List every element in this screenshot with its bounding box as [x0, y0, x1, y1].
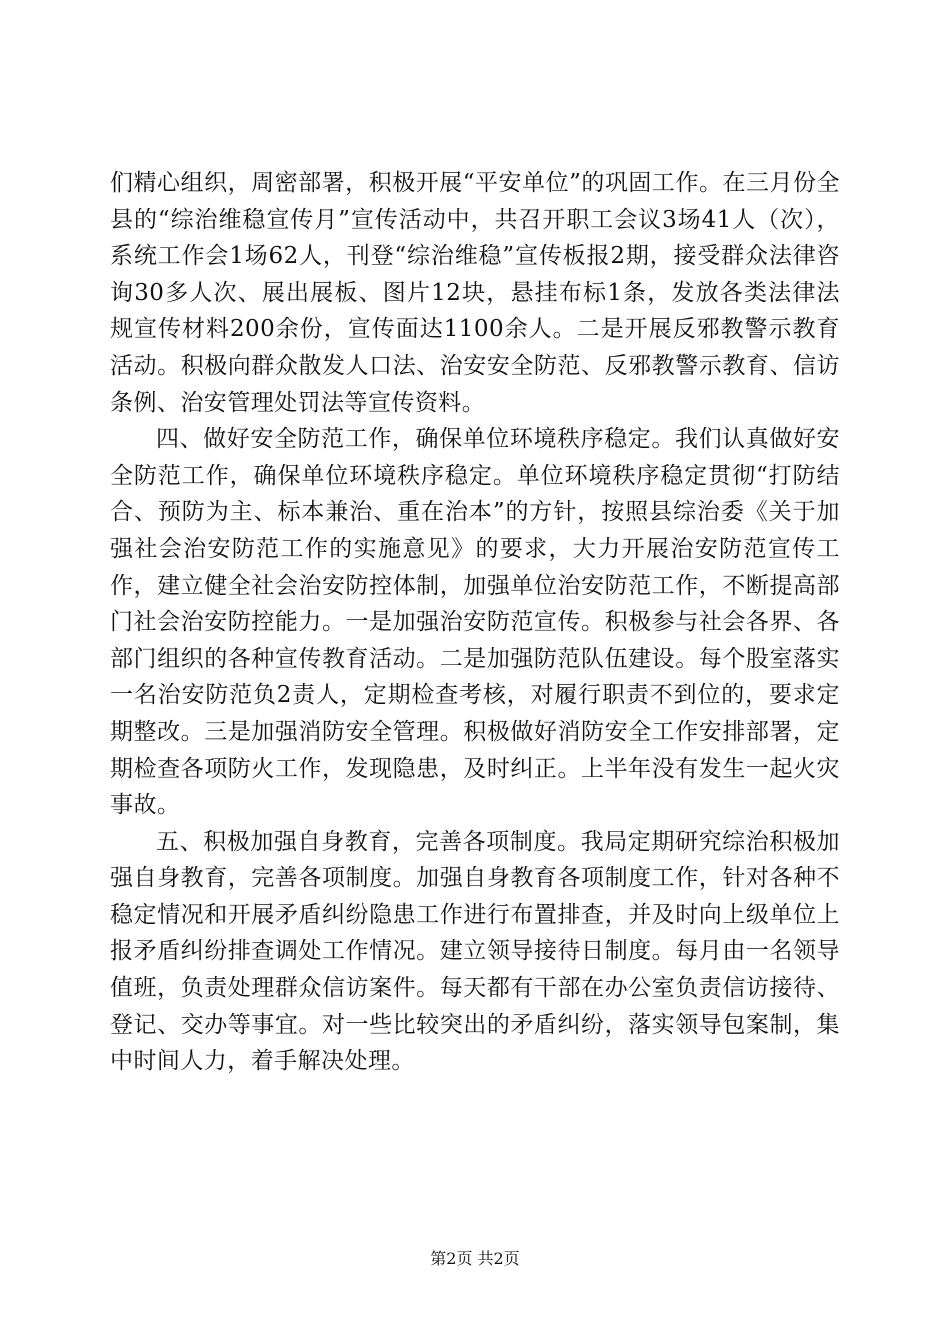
document-body	[110, 165, 840, 1080]
paragraph-section-five: 五、积极加强自身教育，完善各项制度。我局定期研究综治积极加强自身教育，完善各项制度。加强自身教育各项制度工作，针对各种不稳定情况和开展矛盾纠纷隐患工作进行布置排查，并及时向上级单位上报矛盾纠纷排查调处工作情况。建立领导接待日制度。每月由一名领导值班，负责处理群众信访案件。每天都有干部在办公室负责信访接待、登记、交办等事宜。对一些比较突出的矛盾纠纷，落实领导包案制，集中时间人力，着手解决处理。	[110, 828, 840, 1075]
paragraph-continued: 们精心组织，周密部署，积极开展“平安单位”的巩固工作。在三月份全县的“综治维稳宣传月”宣传活动中，共召开职工会议3场41人（次），系统工作会1场62人，刊登“综治维稳”宣传板报2期，接受群众法律咨询30多人次、展出展板、图片12块，悬挂布标1条，发放各类法律法规宣传材料200余份，宣传面达1100余人。二是开展反邪教警示教育活动。积极向群众散发人口法、治安安全防范、反邪教警示教育、信访条例、治安管理处罚法等宣传资料。	[110, 170, 840, 416]
paragraph-section-four: 四、做好安全防范工作，确保单位环境秩序稳定。我们认真做好安全防范工作，确保单位环境秩序稳定。单位环境秩序稳定贯彻“打防结合、预防为主、标本兼治、重在治本”的方针，按照县综治委《关于加强社会治安防范工作的实施意见》的要求，大力开展治安防范宣传工作，建立健全社会治安防控体制，加强单位治安防范工作，不断提高部门社会治安防控能力。一是加强治安防范宣传。积极参与社会各界、各部门组织的各种宣传教育活动。二是加强防范队伍建设。每个股室落实一名治安防范负2责人，定期检查考核，对履行职责不到位的，要求定期整改。三是加强消防安全管理。积极做好消防安全工作安排部署，定期检查各项防火工作，发现隐患，及时纠正。上半年没有发生一起火灾事故。	[110, 426, 840, 819]
page-number-footer: 第2页 共2页	[430, 1249, 520, 1268]
